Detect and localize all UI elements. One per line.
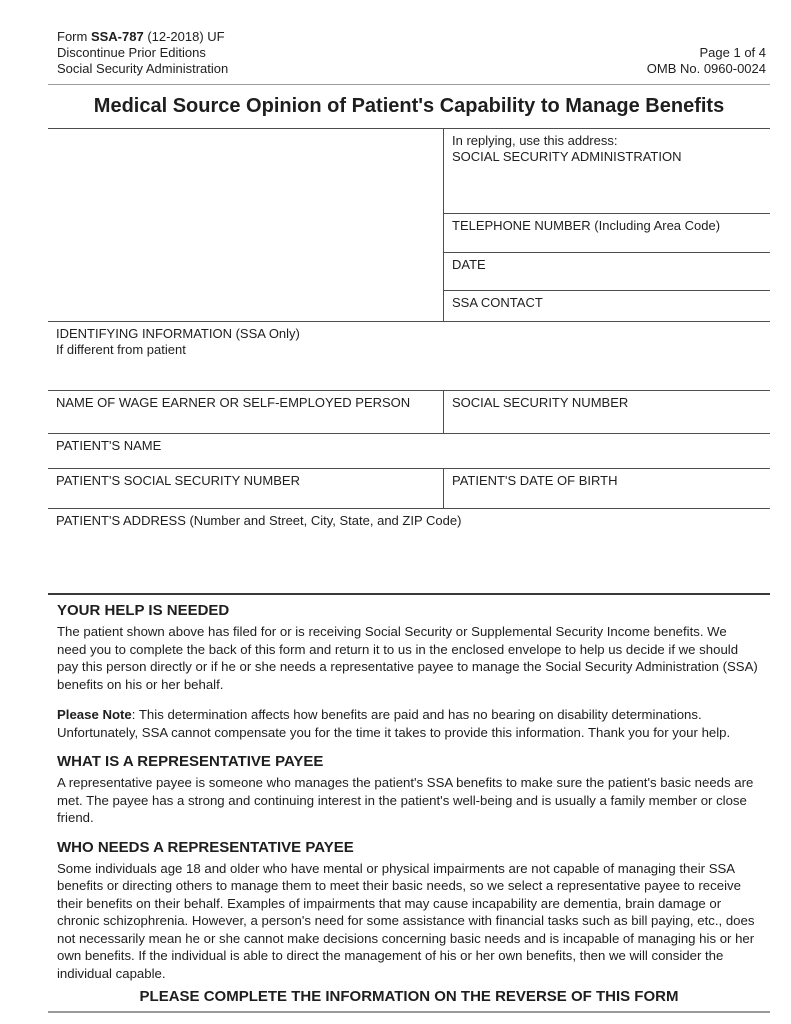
ssa-contact-cell [444, 290, 770, 321]
note-label: Please Note [57, 707, 132, 722]
reverse-side-instruction: PLEASE COMPLETE THE INFORMATION ON THE REVERSE OF THIS FORM [139, 988, 679, 1005]
who-needs-payee-heading: WHO NEEDS A REPRESENTATIVE PAYEE [57, 838, 354, 856]
patient-dob-field[interactable] [452, 489, 762, 506]
what-is-payee-heading: WHAT IS A REPRESENTATIVE PAYEE [57, 753, 324, 770]
patient-ssn-dob-row [48, 468, 770, 508]
patient-name-field[interactable] [56, 454, 762, 466]
page-meta-block [647, 45, 766, 77]
blank-area [48, 129, 443, 321]
form-number-prefix: Form [57, 29, 91, 44]
date-cell [444, 252, 770, 290]
telephone-cell [444, 213, 770, 252]
ssn-field[interactable] [452, 411, 762, 431]
form-content [48, 0, 770, 1013]
wage-earner-name-field[interactable] [56, 411, 435, 431]
patient-address-label: PATIENT'S ADDRESS (Number and Street, City, State, and ZIP Code) [56, 513, 462, 528]
identifying-info-label: IDENTIFYING INFORMATION (SSA Only) [56, 326, 300, 341]
patient-ssn-label: PATIENT'S SOCIAL SECURITY NUMBER [56, 473, 300, 488]
who-needs-payee-paragraph: Some individuals age 18 and older who have mental or physical impairments are not capable of managing their SSA benefits or directing others to manage them to meet their basic needs, so we select a representative payee to receive their benefits on their behalf. Examples of impairments that may cause incapability are dementia, brain damage or chronic schizophrenia. However, a person's need for some assistance with financial tasks such as bill paying, etc., does not necessarily mean he or she cannot make decisions concerning basic needs and is incapable of managing his or her own benefits. If the individual is able to direct the management of his or her own benefits, then we will consider the individual capable. [57, 860, 755, 981]
reply-address-value: SOCIAL SECURITY ADMINISTRATION [452, 149, 682, 164]
form-id-block [57, 29, 228, 77]
date-field[interactable] [452, 273, 762, 288]
form-header [48, 0, 770, 84]
help-heading: YOUR HELP IS NEEDED [57, 602, 230, 619]
info-sections [48, 602, 770, 982]
identification-table [48, 128, 770, 595]
telephone-field[interactable] [452, 234, 762, 250]
ssn-label: SOCIAL SECURITY NUMBER [452, 395, 629, 410]
wage-earner-label: NAME OF WAGE EARNER OR SELF-EMPLOYED PERSON [56, 395, 411, 410]
omb-number: OMB No. 0960-0024 [646, 61, 766, 76]
address-row [48, 129, 770, 321]
form-number-suffix: (12-2018) UF [143, 29, 225, 44]
reply-address-field[interactable] [452, 165, 762, 211]
ssn-cell [443, 391, 770, 433]
patient-ssn-cell [48, 469, 443, 508]
patient-name-cell [48, 434, 770, 468]
telephone-label: TELEPHONE NUMBER (Including Area Code) [452, 218, 721, 233]
discontinue-note: Discontinue Prior Editions [57, 45, 206, 60]
patient-address-field[interactable] [56, 529, 762, 591]
identifying-info-cell [48, 322, 770, 390]
reply-address-cell [444, 129, 770, 213]
what-is-payee-paragraph: A representative payee is someone who manages the patient's SSA benefits to make sure the patient's basic needs are met. The payee has a strong and continuing interest in the patient's well-being and is usually a family member or close friend. [57, 775, 754, 825]
form-number-line [57, 29, 228, 45]
wage-earner-cell [48, 391, 443, 433]
page-number: Page 1 of 4 [699, 45, 766, 60]
form-title: Medical Source Opinion of Patient's Capability to Manage Benefits [93, 95, 725, 117]
reply-address-label: In replying, use this address: [452, 133, 618, 148]
patient-address-cell [48, 509, 770, 593]
help-paragraph: The patient shown above has filed for or is receiving Social Security or Supplemental Security Income benefits. We need you to complete the back of this form and return it to us in the enclosed envelope to help us decide if we should pay this person directly or if he or she needs a representative payee to manage the Social Security Administration (SSA) benefits on his or her behalf. [57, 624, 758, 692]
patient-dob-cell [443, 469, 770, 508]
ssa-contact-field[interactable] [452, 311, 762, 319]
patient-dob-label: PATIENT'S DATE OF BIRTH [452, 473, 618, 488]
form-number: SSA-787 [90, 29, 144, 44]
identifying-info-sublabel: If different from patient [56, 342, 186, 357]
agency-name: Social Security Administration [57, 61, 229, 76]
patient-address-row [48, 508, 770, 593]
ssa-contact-label: SSA CONTACT [452, 295, 543, 310]
patient-name-label: PATIENT'S NAME [56, 438, 162, 453]
identifying-info-field[interactable] [56, 358, 762, 388]
bottom-divider [48, 1011, 770, 1013]
header-divider [48, 84, 770, 85]
reply-address-box [443, 129, 770, 321]
wage-earner-row [48, 390, 770, 433]
patient-ssn-field[interactable] [56, 489, 435, 506]
identifying-info-row [48, 321, 770, 390]
date-label: DATE [452, 257, 486, 272]
patient-name-row [48, 433, 770, 468]
note-paragraph [57, 706, 758, 741]
note-text: : This determination affects how benefits are paid and has no bearing on disability determinations. Unfortunately, SSA cannot compensate you for the time it takes to provide this information. Thank you for your help. [57, 707, 731, 740]
